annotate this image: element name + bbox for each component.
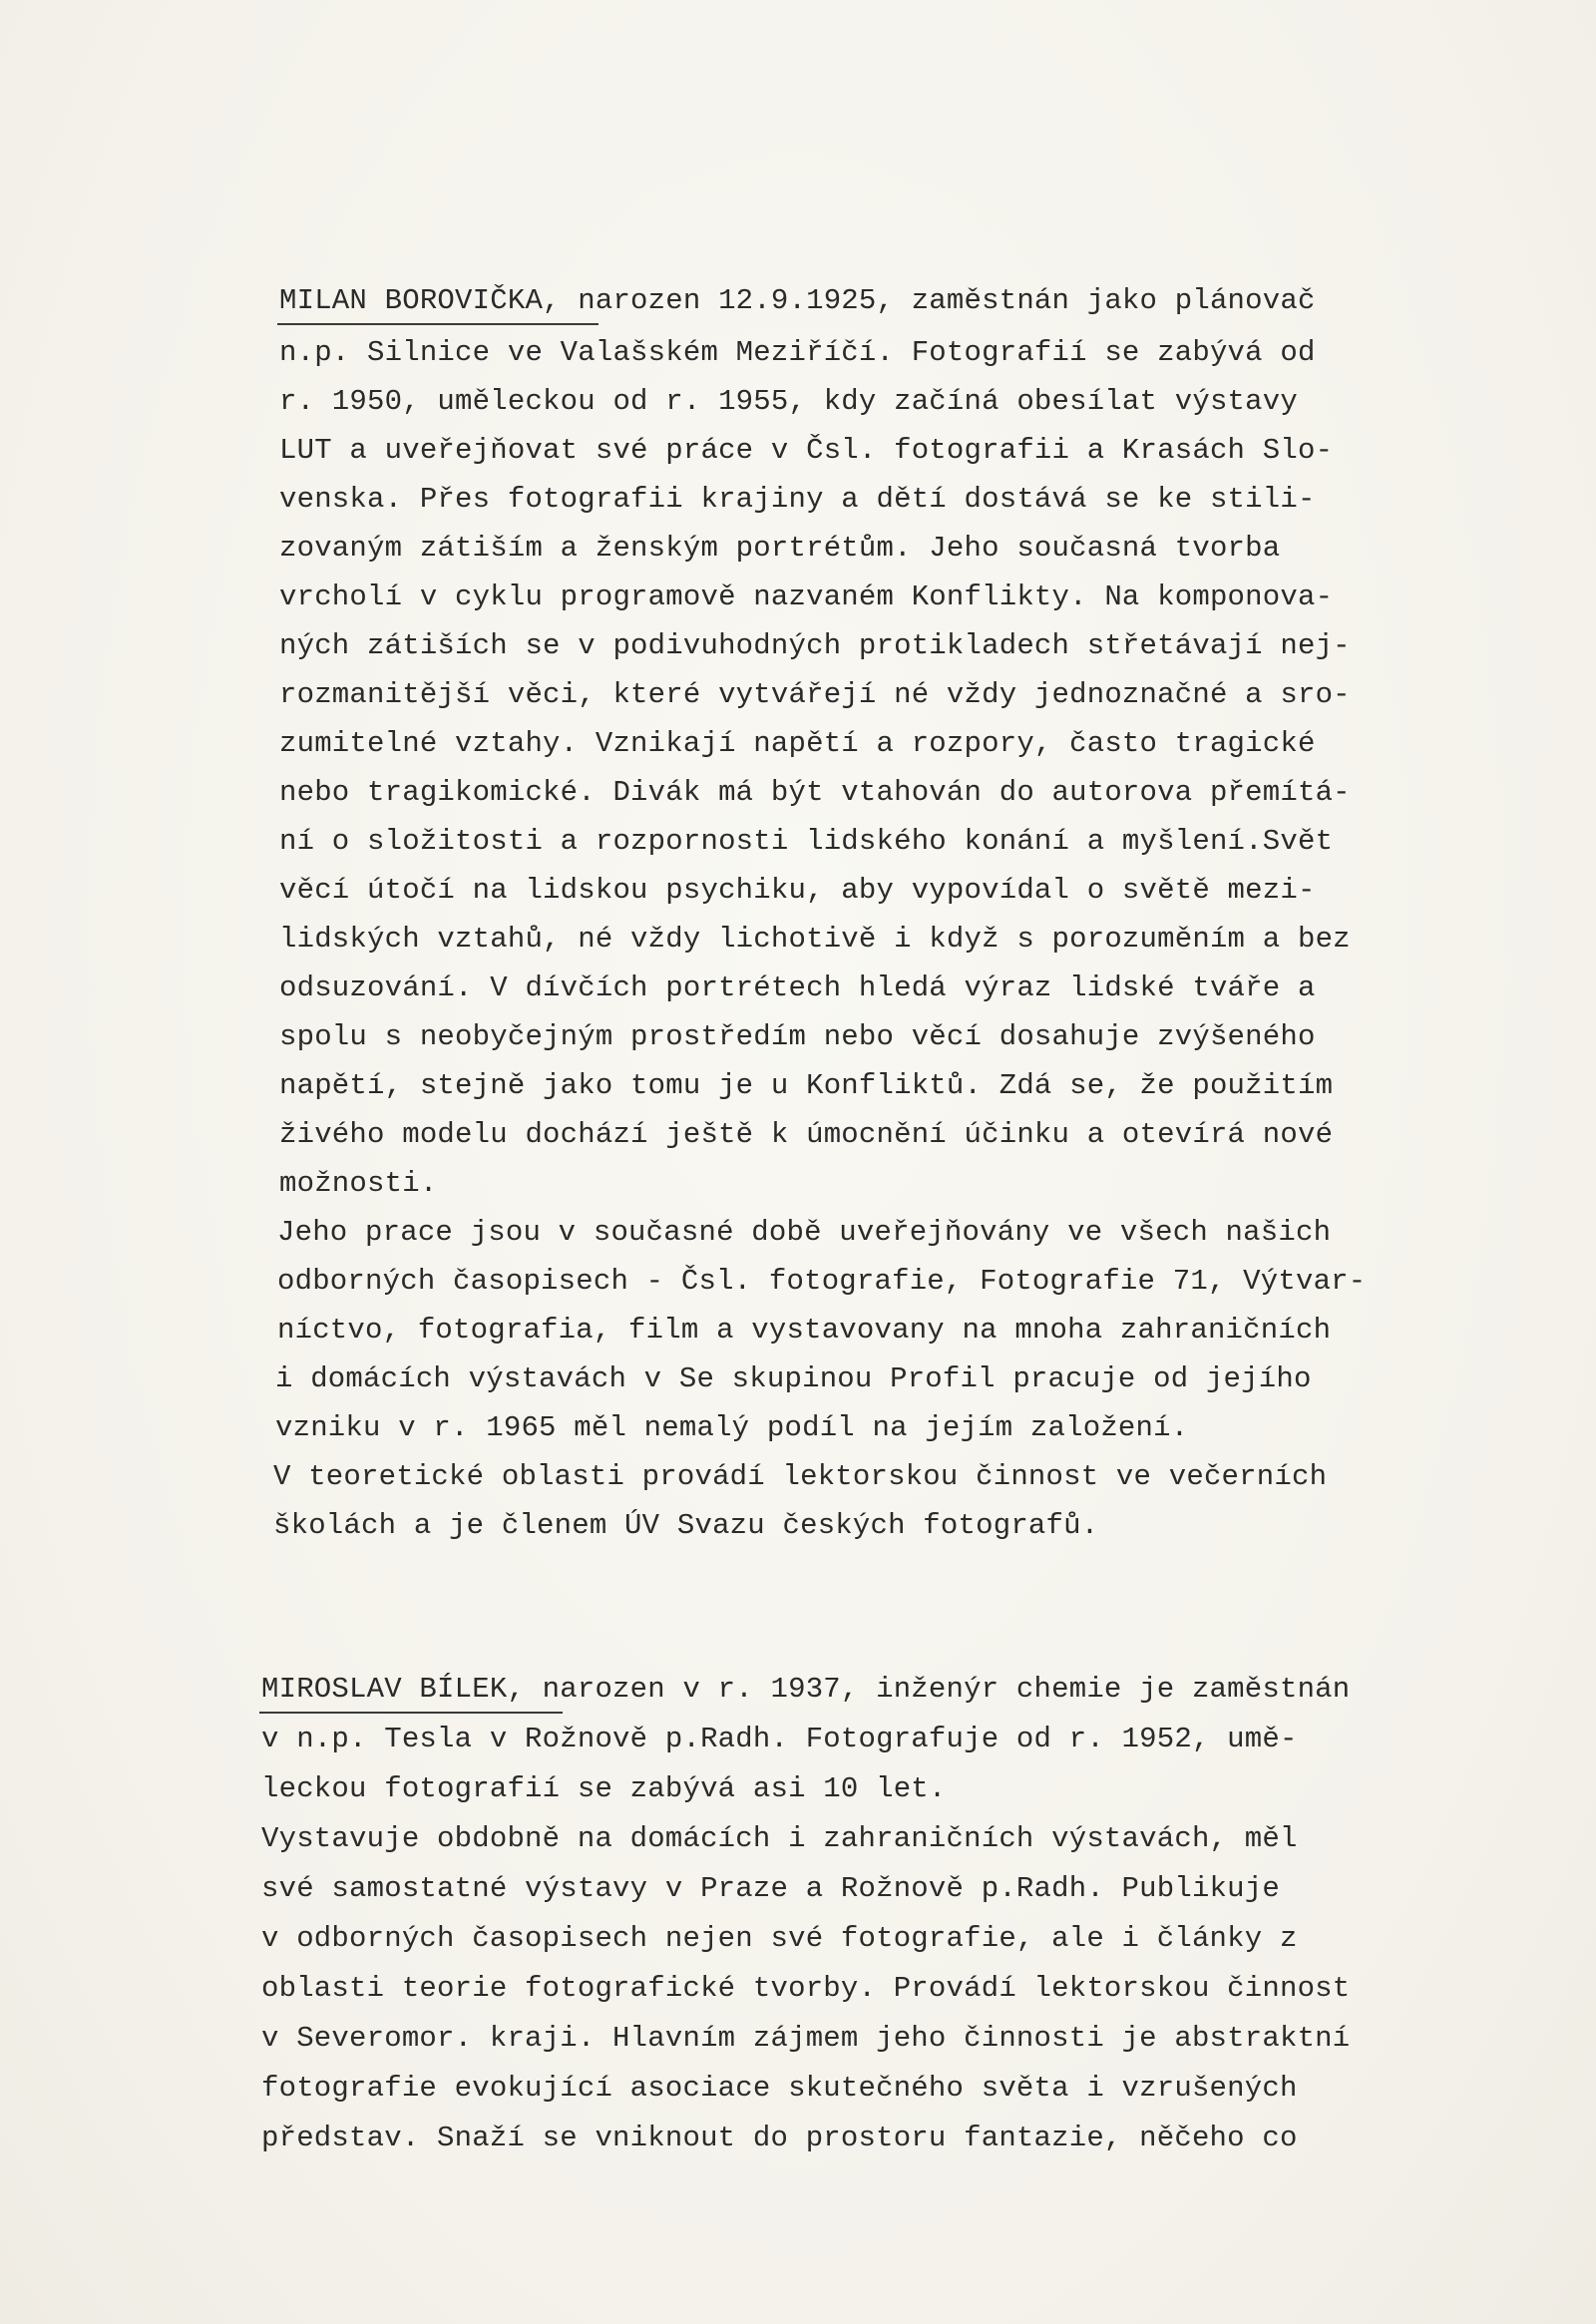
text-line: v Severomor. kraji. Hlavním zájmem jeho činnosti je abstraktní [261, 2022, 1351, 2055]
text-line: ní o složitosti a rozpornosti lidského konání a myšlení.Svět [279, 825, 1334, 858]
text-line: představ. Snaží se vniknout do prostoru fantazie, něčeho co [261, 2122, 1298, 2154]
text-line: odsuzování. V dívčích portrétech hledá výraz lidské tváře a [279, 971, 1316, 1004]
text-line: i domácích výstavách v Se skupinou Profil pracuje od jejího [275, 1362, 1312, 1395]
text-line: Jeho prace jsou v současné době uveřejňovány ve všech našich [277, 1216, 1332, 1249]
text-line: v n.p. Tesla v Rožnově p.Radh. Fotografuje od r. 1952, umě- [261, 1723, 1298, 1755]
text-line: LUT a uveřejňovat své práce v Čsl. fotografii a Krasách Slo- [279, 434, 1334, 467]
text-line: školách a je členem ÚV Svazu českých fotografů. [273, 1509, 1099, 1542]
text-line: zumitelné vztahy. Vznikají napětí a rozpory, často tragické [279, 727, 1316, 760]
text-line: nebo tragikomické. Divák má být vtahován do autorova přemítá- [279, 776, 1351, 809]
text-line: vzniku v r. 1965 měl nemalý podíl na jejím založení. [275, 1411, 1189, 1444]
text-line: lidských vztahů, né vždy lichotivě i když s porozuměním a bez [279, 923, 1351, 956]
text-line: živého modelu dochází ještě k úmocnění účinku a otevírá nové [279, 1118, 1334, 1151]
text-line: Vystavuje obdobně na domácích i zahraničních výstavách, měl [261, 1822, 1298, 1855]
text-line: své samostatné výstavy v Praze a Rožnově p.Radh. Publikuje [261, 1872, 1280, 1905]
text-line: MILAN BOROVIČKA, narozen 12.9.1925, zaměstnán jako plánovač [279, 284, 1316, 317]
name-underline [277, 323, 598, 325]
text-line: v odborných časopisech nejen své fotografie, ale i články z [261, 1922, 1298, 1955]
text-line: vrcholí v cyklu programově nazvaném Konflikty. Na komponova- [279, 581, 1334, 613]
text-line: MIROSLAV BÍLEK, narozen v r. 1937, inženýr chemie je zaměstnán [261, 1673, 1351, 1706]
text-line: r. 1950, uměleckou od r. 1955, kdy začíná obesílat výstavy [279, 385, 1298, 418]
text-line: spolu s neobyčejným prostředím nebo věcí dosahuje zvýšeného [279, 1020, 1316, 1053]
text-line: napětí, stejně jako tomu je u Konfliktů. Zdá se, že použitím [279, 1069, 1334, 1102]
text-line: věcí útočí na lidskou psychiku, aby vypovídal o světě mezi- [279, 874, 1316, 907]
text-line: n.p. Silnice ve Valašském Meziříčí. Fotografií se zabývá od [279, 336, 1316, 369]
name-underline [259, 1712, 563, 1714]
text-line: možnosti. [279, 1167, 438, 1200]
text-line: fotografie evokující asociace skutečného světa i vzrušených [261, 2072, 1298, 2105]
text-line: rozmanitější věci, které vytvářejí né vždy jednoznačné a sro- [279, 678, 1351, 711]
text-line: odborných časopisech - Čsl. fotografie, Fotografie 71, Výtvar- [277, 1265, 1367, 1298]
text-line: oblasti teorie fotografické tvorby. Provádí lektorskou činnost [261, 1972, 1351, 2005]
text-line: zovaným zátiším a ženským portrétům. Jeho současná tvorba [279, 532, 1281, 565]
text-line: venska. Přes fotografii krajiny a dětí dostává se ke stili- [279, 483, 1316, 516]
text-line: níctvo, fotografia, film a vystavovany na mnoha zahraničních [277, 1314, 1332, 1347]
text-line: ných zátiších se v podivuhodných protikladech střetávají nej- [279, 629, 1351, 662]
text-line: V teoretické oblasti provádí lektorskou činnost ve večerních [273, 1460, 1328, 1493]
text-line: leckou fotografií se zabývá asi 10 let. [261, 1772, 947, 1805]
